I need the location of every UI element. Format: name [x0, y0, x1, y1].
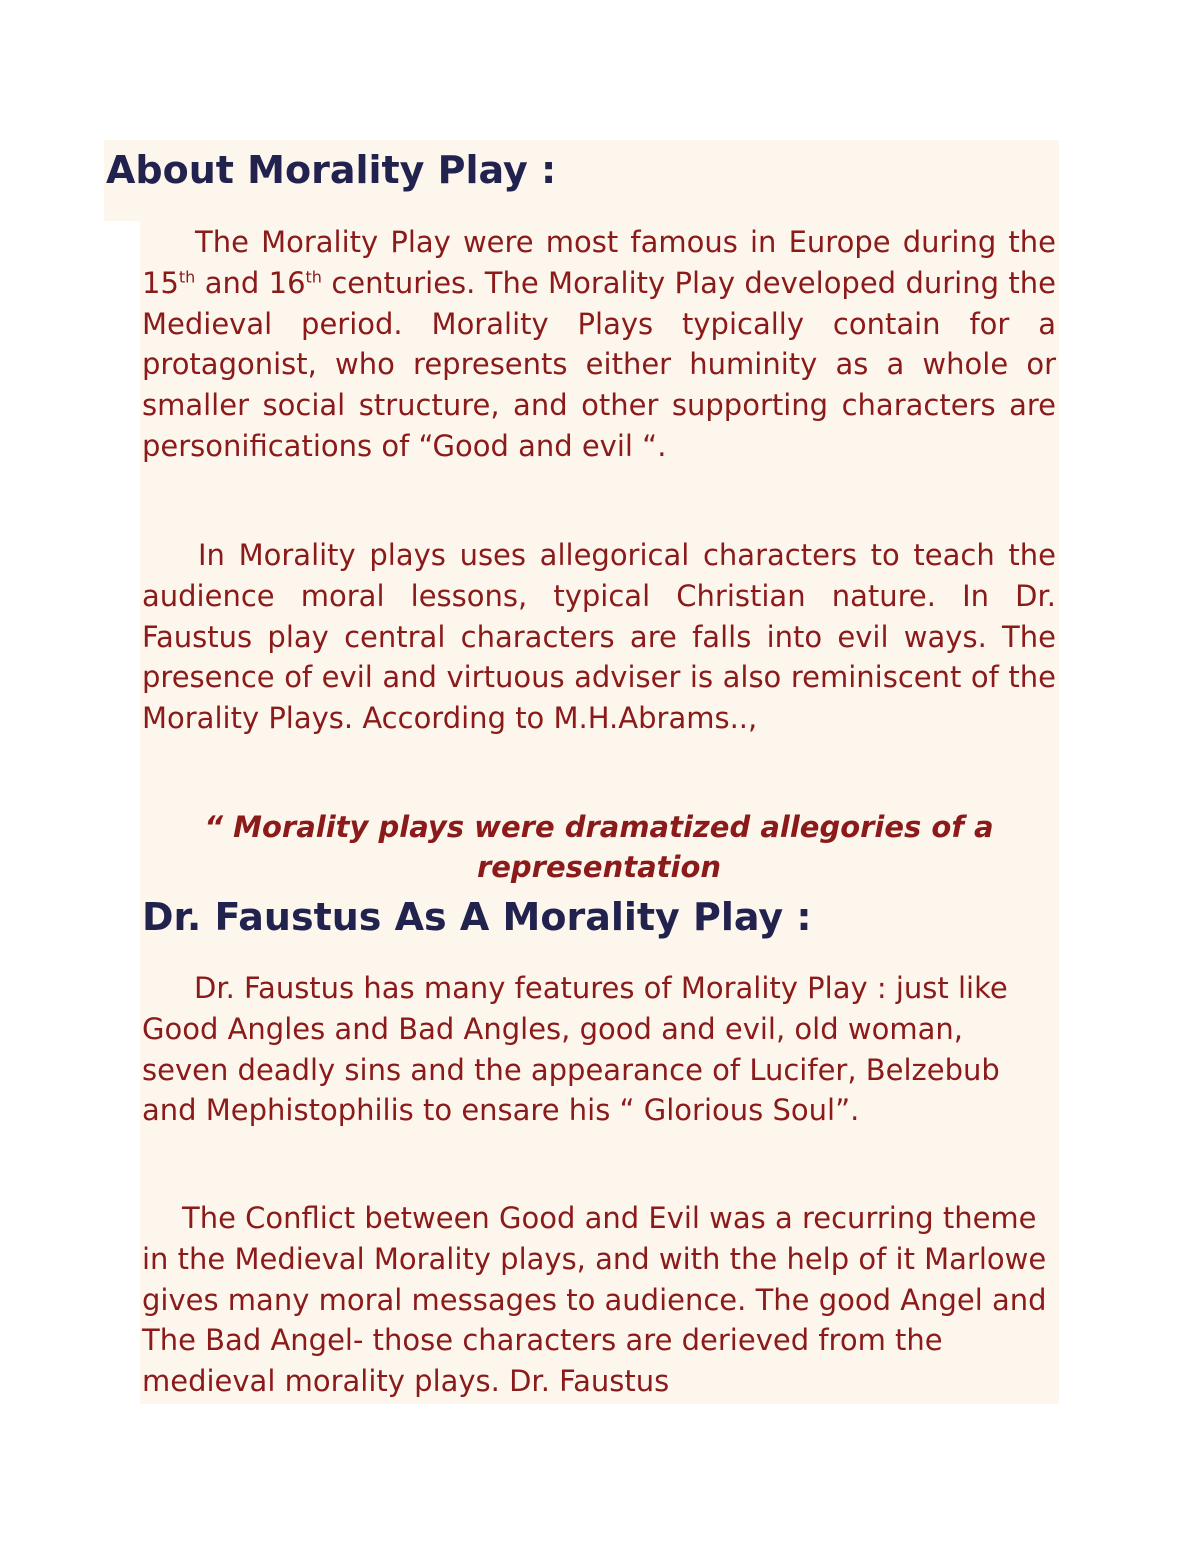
- paragraph-text: centuries. The Morality Play developed during the Medieval period. Morality Plays typically contain for a protagonist, who represents either huminity as a whole or smaller social structure, and other supporting characters are personifications of “Good and evil “.: [142, 265, 1056, 463]
- section-heading-about-morality-play: About Morality Play :: [106, 148, 557, 192]
- paragraph-text: The Conflict between Good and Evil was a recurring theme in the Medieval Morality plays, and with the help of it Marlowe gives many moral messages to audience. The good Angel and The Bad Angel- those characters are derieved from the medieval morality plays. Dr. Faustus: [142, 1201, 1047, 1399]
- paragraph-good-vs-evil: [142, 1198, 1054, 1402]
- section-heading-faustus-morality-play: Dr. Faustus As A Morality Play :: [142, 895, 812, 939]
- paragraph-text: The Morality Play were most famous in Europe during the 15: [142, 225, 1056, 300]
- paragraph-text: Dr. Faustus has many features of Morality Play : just like Good Angles and Bad Angles, good and evil, old woman, seven deadly sins and the appearance of Lucifer, Belzebub and Mephistophilis to ensare his “ Glorious Soul”.: [142, 971, 1008, 1128]
- ordinal-suffix: th: [305, 267, 322, 287]
- paragraph-text: In Morality plays uses allegorical characters to teach the audience moral lessons, typical Christian nature. In Dr. Faustus play central characters are falls into evil ways. The presence of evil and virtuous adviser is also reminiscent of the Morality Plays. According to M.H.Abrams..,: [142, 538, 1056, 736]
- paragraph-text: and 16: [195, 265, 306, 300]
- paragraph-faustus-features: [142, 968, 1042, 1131]
- paragraph-allegorical-characters: [142, 535, 1056, 739]
- ordinal-suffix: th: [178, 267, 196, 287]
- paragraph-morality-play-history: [142, 222, 1056, 467]
- abrams-quote: “ Morality plays were dramatized allegories of a representation: [204, 810, 994, 884]
